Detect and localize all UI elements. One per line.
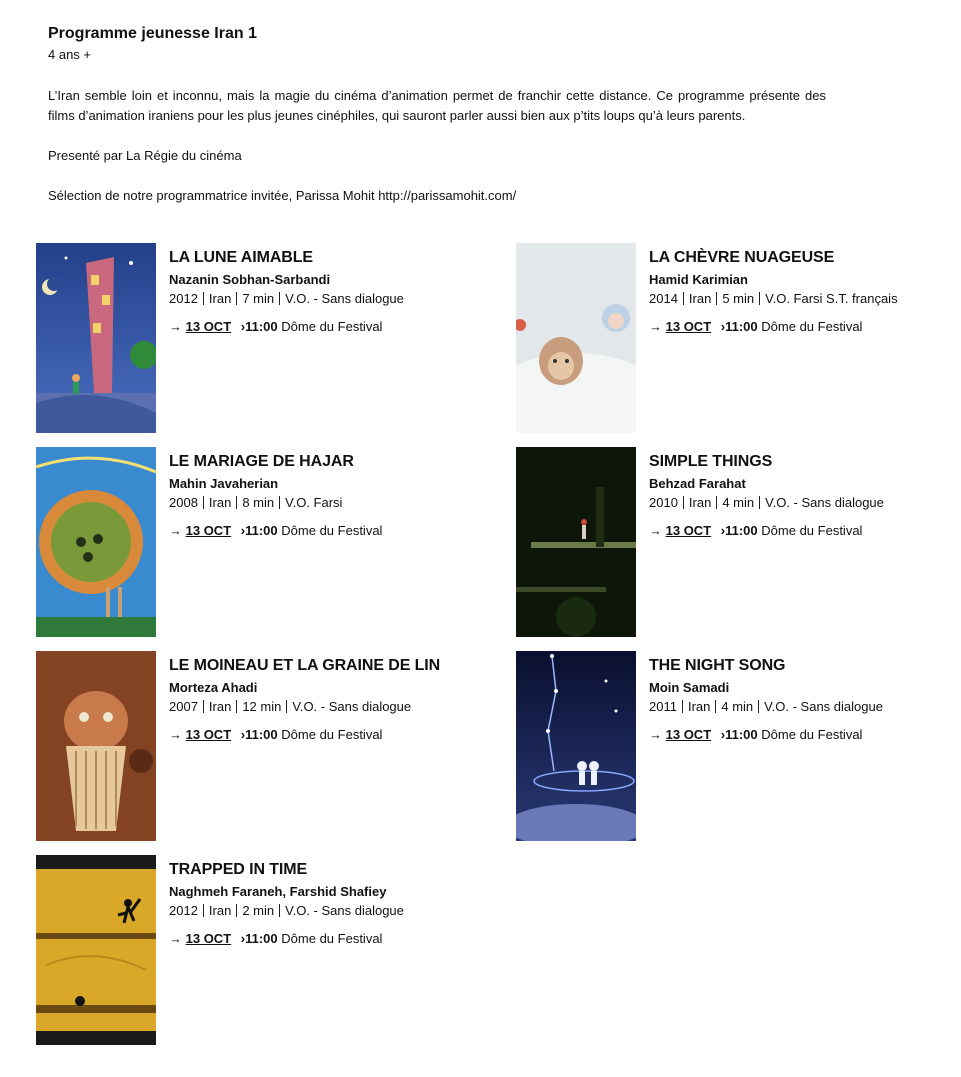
- film-version: V.O. - Sans dialogue: [285, 903, 404, 918]
- age-rating: 4 ans +: [48, 47, 92, 62]
- separator: [682, 700, 683, 713]
- screening-time: 11:00: [725, 523, 758, 538]
- separator: [203, 700, 204, 713]
- screening-venue: Dôme du Festival: [281, 931, 383, 946]
- film-year: 2014: [649, 291, 678, 306]
- film-year: 2010: [649, 495, 678, 510]
- film-title[interactable]: LE MOINEAU ET LA GRAINE DE LIN: [169, 657, 441, 674]
- film-poster[interactable]: [36, 651, 156, 841]
- separator: [236, 496, 237, 509]
- film-director: Hamid Karimian: [649, 272, 748, 287]
- chevron-right-icon: ›: [720, 523, 726, 538]
- film-director: Nazanin Sobhan-Sarbandi: [169, 272, 331, 287]
- screening-venue: Dôme du Festival: [281, 319, 383, 334]
- screening-time: 11:00: [245, 931, 278, 946]
- film-poster[interactable]: [36, 447, 156, 637]
- film-country: Iran: [687, 699, 711, 714]
- screening-date-link[interactable]: 13 OCT: [665, 319, 712, 334]
- film-schedule: [169, 318, 479, 335]
- arrow-right-icon: →: [169, 931, 182, 946]
- film-meta: [169, 698, 479, 715]
- film-info: [649, 453, 959, 539]
- film-schedule: [649, 726, 959, 743]
- screening-venue: Dôme du Festival: [281, 727, 383, 742]
- film-version: V.O. - Sans dialogue: [764, 699, 883, 714]
- film-schedule: [169, 522, 479, 539]
- film-card: [36, 855, 476, 1045]
- presented-by: Presenté par La Régie du cinéma: [48, 148, 242, 163]
- arrow-right-icon: →: [169, 727, 182, 742]
- film-poster[interactable]: [36, 855, 156, 1045]
- separator: [683, 292, 684, 305]
- chevron-right-icon: ›: [720, 727, 726, 742]
- separator: [279, 496, 280, 509]
- film-duration: 5 min: [722, 291, 755, 306]
- film-version: V.O. - Sans dialogue: [292, 699, 412, 714]
- film-title[interactable]: SIMPLE THINGS: [649, 453, 773, 470]
- screening-venue: Dôme du Festival: [761, 727, 863, 742]
- arrow-right-icon: →: [169, 523, 182, 538]
- film-year: 2007: [169, 699, 198, 714]
- film-country: Iran: [208, 495, 232, 510]
- arrow-right-icon: →: [649, 523, 662, 538]
- film-year: 2008: [169, 495, 198, 510]
- film-version: V.O. - Sans dialogue: [765, 495, 884, 510]
- film-info: [649, 657, 959, 743]
- screening-date-link[interactable]: 13 OCT: [665, 523, 712, 538]
- screening-time: 11:00: [245, 523, 278, 538]
- arrow-right-icon: →: [649, 727, 662, 742]
- chevron-right-icon: ›: [240, 931, 246, 946]
- separator: [759, 496, 760, 509]
- separator: [203, 496, 204, 509]
- film-schedule: [169, 930, 479, 947]
- film-duration: 8 min: [242, 495, 275, 510]
- screening-date-link[interactable]: 13 OCT: [185, 523, 232, 538]
- film-card: [36, 651, 476, 841]
- separator: [715, 700, 716, 713]
- separator: [759, 292, 760, 305]
- film-director: Mahin Javaherian: [169, 476, 279, 491]
- chevron-right-icon: ›: [240, 523, 246, 538]
- film-info: [169, 249, 479, 335]
- film-title[interactable]: LA CHÈVRE NUAGEUSE: [649, 249, 835, 266]
- screening-time: 11:00: [245, 727, 278, 742]
- film-duration: 12 min: [242, 699, 282, 714]
- screening-venue: Dôme du Festival: [761, 523, 863, 538]
- film-meta: [649, 494, 959, 511]
- film-version: V.O. Farsi: [285, 495, 343, 510]
- film-director: Morteza Ahadi: [169, 680, 258, 695]
- chevron-right-icon: ›: [240, 319, 246, 334]
- film-card: [516, 243, 956, 433]
- separator: [716, 496, 717, 509]
- film-info: [169, 453, 479, 539]
- separator: [203, 904, 204, 917]
- screening-time: 11:00: [725, 727, 758, 742]
- film-director: Behzad Farahat: [649, 476, 746, 491]
- separator: [236, 700, 237, 713]
- screening-date-link[interactable]: 13 OCT: [185, 727, 232, 742]
- chevron-right-icon: ›: [240, 727, 246, 742]
- film-version: V.O. Farsi S.T. français: [765, 291, 898, 306]
- film-country: Iran: [688, 495, 712, 510]
- film-info: [169, 861, 479, 947]
- film-title[interactable]: LE MARIAGE DE HAJAR: [169, 453, 354, 470]
- film-schedule: [649, 522, 959, 539]
- separator: [279, 904, 280, 917]
- programme-title: Programme jeunesse Iran 1: [48, 25, 257, 42]
- separator: [286, 700, 287, 713]
- film-country: Iran: [208, 699, 232, 714]
- screening-date-link[interactable]: 13 OCT: [185, 319, 232, 334]
- separator: [716, 292, 717, 305]
- film-title[interactable]: TRAPPED IN TIME: [169, 861, 308, 878]
- film-meta: [169, 494, 479, 511]
- film-version: V.O. - Sans dialogue: [285, 291, 404, 306]
- film-card: [516, 447, 956, 637]
- film-poster[interactable]: [516, 447, 636, 637]
- film-duration: 4 min: [722, 495, 755, 510]
- separator: [236, 292, 237, 305]
- screening-venue: Dôme du Festival: [761, 319, 863, 334]
- programme-description: L’Iran semble loin et inconnu, mais la magie du cinéma d’animation permet de franchir cette distance. Ce programme présente des films d’animation iraniens pour les plus jeunes cinéphiles, qui sauront parler aussi bien aux p’tits loups qu’à leurs parents.: [48, 88, 826, 123]
- film-meta: [169, 902, 479, 919]
- screening-date-link[interactable]: 13 OCT: [665, 727, 712, 742]
- arrow-right-icon: →: [169, 319, 182, 334]
- screening-date-link[interactable]: 13 OCT: [185, 931, 232, 946]
- film-year: 2012: [169, 903, 198, 918]
- film-year: 2011: [649, 699, 677, 714]
- screening-venue: Dôme du Festival: [281, 523, 383, 538]
- film-country: Iran: [688, 291, 712, 306]
- separator: [203, 292, 204, 305]
- separator: [758, 700, 759, 713]
- arrow-right-icon: →: [649, 319, 662, 334]
- film-info: [169, 657, 479, 743]
- film-meta: [649, 698, 959, 715]
- screening-time: 11:00: [245, 319, 278, 334]
- film-duration: 7 min: [242, 291, 275, 306]
- film-poster[interactable]: [36, 243, 156, 433]
- film-poster[interactable]: [516, 243, 636, 433]
- programme-header: [48, 24, 838, 206]
- film-duration: 4 min: [721, 699, 754, 714]
- film-card: [36, 447, 476, 637]
- film-poster[interactable]: [516, 651, 636, 841]
- film-info: [649, 249, 959, 335]
- film-country: Iran: [208, 903, 232, 918]
- film-director: Moin Samadi: [649, 680, 730, 695]
- film-year: 2012: [169, 291, 198, 306]
- film-duration: 2 min: [242, 903, 275, 918]
- film-card: [36, 243, 476, 433]
- film-meta: [169, 290, 479, 307]
- separator: [236, 904, 237, 917]
- separator: [279, 292, 280, 305]
- film-country: Iran: [208, 291, 232, 306]
- film-schedule: [169, 726, 479, 743]
- film-title[interactable]: LA LUNE AIMABLE: [169, 249, 313, 266]
- separator: [683, 496, 684, 509]
- film-card: [516, 651, 956, 841]
- film-title[interactable]: THE NIGHT SONG: [649, 657, 786, 674]
- chevron-right-icon: ›: [720, 319, 726, 334]
- film-director: Naghmeh Faraneh, Farshid Shafiey: [169, 884, 387, 899]
- screening-time: 11:00: [725, 319, 758, 334]
- curator-selection: Sélection de notre programmatrice invitée, Parissa Mohit http://parissamohit.com/: [48, 188, 517, 203]
- film-schedule: [649, 318, 959, 335]
- film-meta: [649, 290, 959, 307]
